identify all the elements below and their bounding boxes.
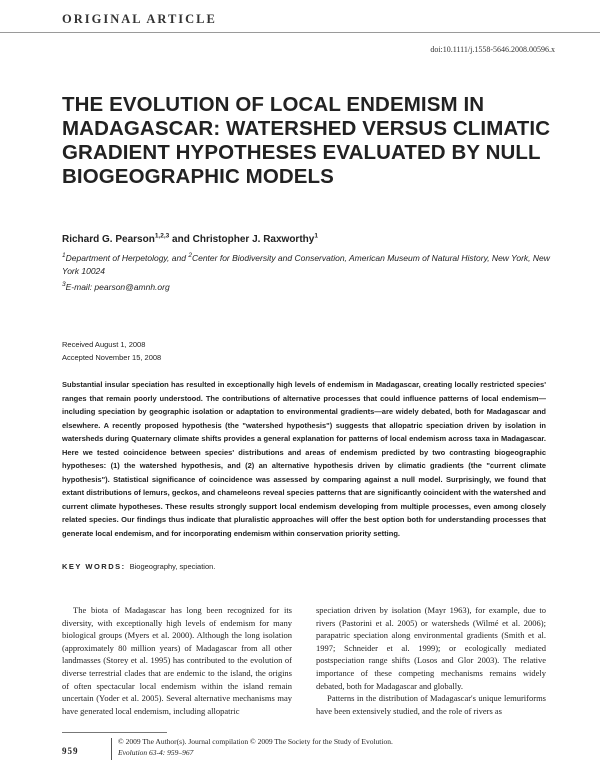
section-label: ORIGINAL ARTICLE <box>62 12 217 26</box>
corresponding-email[interactable] <box>62 282 170 292</box>
abstract: Substantial insular speciation has resulted in exceptionally high levels of endemism in Madagascar, creating locally restricted species' ranges that remain poorly understood. The contributions of alternative processes that could influence patterns of local endemism—including speciation by geographic isolation or adaptation to environmental gradients—are widely debated, both for Madagascar and elsewhere. A recently proposed hypothesis (the "watershed hypothesis") suggests that allopatric speciation driven by isolation in watersheds during Quaternary climate shifts provides a general explanation for patterns of local endemism across taxa in Madagascar. Here we tested coincidence between species' distributions and areas of endemism predicted by two contrasting biogeographic hypotheses: (1) the watershed hypothesis, and (2) an alternative hypothesis driven by climatic gradients (the "current climate hypothesis"). Statistical significance of coincidence was assessed by comparing against a null model. Surprisingly, we found that extant distributions of lemurs, geckos, and chameleons reveal species patterns that are significantly coincident with the watershed and current climate hypotheses. These results strongly support local endemism developing from multiple processes, even among closely related species. Our findings thus indicate that pluralistic approaches will offer the best option both for understanding processes that generate local endemism, and for incorporating endemism within conservation priority setting. <box>62 380 546 538</box>
author-2: Christopher J. Raxworthy <box>192 234 315 245</box>
journal-citation: Evolution 63-4: 959–967 <box>118 747 194 757</box>
footer-divider <box>111 738 112 760</box>
article-title: THE EVOLUTION OF LOCAL ENDEMISM IN MADAGASCAR: WATERSHED VERSUS CLIMATIC GRADIENT HYPOTHESES EVALUATED BY NULL BIOGEOGRAPHIC MODELS <box>62 93 551 188</box>
page-number: 959 <box>62 746 79 756</box>
affiliation-2: Center for Biodiversity and Conservation, American Museum of Natural History, New York, New York 10024 <box>62 253 550 276</box>
received-date: Received August 1, 2008 <box>62 340 146 349</box>
body-column-right <box>316 604 546 717</box>
copyright-line: © 2009 The Author(s). Journal compilation © 2009 The Society for the Study of Evolution. <box>118 737 393 746</box>
body-paragraph: speciation driven by isolation (Mayr 1963), for example, due to rivers (Pastorini et al. 2005) or watersheds (Wilmé et al. 2006); parapatric speciation along environmental gradients (Smith et al. 1997; Schneider et al. 1999); or ecologically mediated postspeciation range shifts (Losos and Glor 2003). The relative importance of these competing mechanisms remains widely debated, both for Madagascar and globally. <box>316 605 546 691</box>
author-conjunction: and <box>169 234 193 245</box>
affiliation-1: Department of Herpetology, and <box>65 253 189 263</box>
email-mark: 3 <box>62 281 66 289</box>
body-column-left: The biota of Madagascar has long been recognized for its diversity, with exceptionally high levels of endemism for many biological groups (Myers et al. 2000). Although the long isolation (approximately 80 million years) of Madagascar from all other landmasses (Storey et al. 1995) has contributed to the evolution of diverse terrestrial clades that are endemic to the island, the origins of often spectacular local endemism within the island remain uncertain (Yoder et al. 2005). Several alternative mechanisms may have generated local endemism, including allopatric <box>62 605 292 716</box>
author-1: Richard G. Pearson <box>62 234 155 245</box>
author-list <box>62 234 318 245</box>
dates <box>62 338 161 364</box>
header-rule <box>0 32 600 33</box>
keywords <box>62 562 215 571</box>
author-1-affiliation-marks: 1,2,3 <box>154 232 170 240</box>
email-text[interactable]: E-mail: pearson@amnh.org <box>65 282 170 292</box>
affiliation-mark-2: 2 <box>188 252 192 260</box>
author-2-affiliation-marks: 1 <box>314 232 318 240</box>
accepted-date: Accepted November 15, 2008 <box>62 353 162 362</box>
footer-info <box>118 737 393 758</box>
affiliation-mark-1: 1 <box>62 252 66 260</box>
body-paragraph: Patterns in the distribution of Madagascar's unique lemuriforms have been extensively studied, and the role of rivers as <box>316 693 546 716</box>
doi[interactable]: doi:10.1111/j.1558-5646.2008.00596.x <box>430 45 555 54</box>
keywords-text: Biogeography, speciation. <box>129 562 216 571</box>
footer-rule <box>62 732 167 733</box>
affiliations <box>62 252 562 278</box>
keywords-label: KEY WORDS: <box>62 562 126 571</box>
